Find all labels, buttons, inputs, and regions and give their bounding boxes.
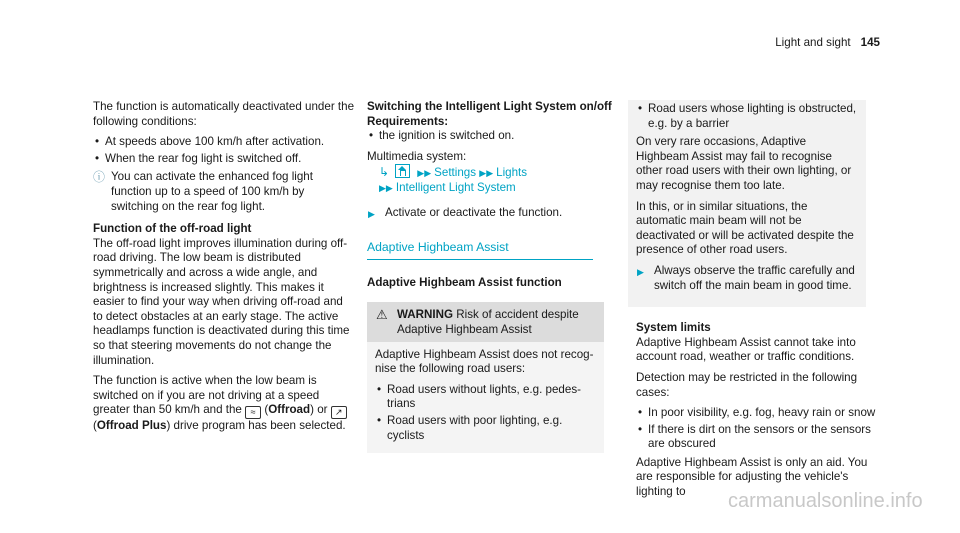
- intro-text: The function is automatically deactivated under the following conditions:: [93, 100, 355, 128]
- list-item: • the ignition is switched on.: [367, 129, 619, 144]
- warning-body-text: Adaptive Highbeam Assist does not recog-nise the following road users:: [375, 347, 594, 376]
- warning-body: [367, 342, 604, 454]
- info-icon: ⓘ: [93, 170, 106, 185]
- info-note: [93, 170, 355, 214]
- home-icon: [395, 164, 410, 178]
- instruction-step: ▶ Activate or deactivate the function.: [367, 206, 619, 221]
- offroad-label: Offroad: [268, 403, 311, 417]
- offroad-icon: ≈: [245, 406, 261, 419]
- path-settings: Settings: [434, 166, 477, 180]
- warning-box: [367, 302, 604, 453]
- requirements-list: [367, 129, 619, 144]
- warning-label: WARNING: [397, 308, 454, 322]
- detection-text: Detection may be restricted in the following cases:: [636, 370, 858, 399]
- note-text: You can activate the enhanced fog light function up to a speed of 100 km/h by switching on the rear fog light.: [111, 170, 313, 213]
- path-intelligent-light: Intelligent Light System: [395, 180, 516, 194]
- page-header: [775, 36, 880, 51]
- list-item: • At speeds above 100 km/h after activation.: [93, 135, 355, 150]
- limits-text: Adaptive Highbeam Assist cannot take into account road, weather or traffic conditions.: [636, 335, 856, 364]
- warning-paragraph: On very rare occasions, Adaptive Highbeam Assist may fail to recognise other road users with their own lighting, or may recognise them too late.: [636, 135, 852, 192]
- warning-triangle-icon: ⚠: [376, 307, 388, 323]
- list-item: • In poor visibility, e.g. fog, heavy rain or snow: [636, 406, 886, 421]
- path-lights: Lights: [496, 166, 528, 180]
- offroad-heading: Function of the off-road light: [93, 222, 252, 236]
- watermark: carmanualsonline.info: [728, 490, 923, 512]
- offroad-text: The off-road light improves illumination during off-road driving. The low beam is distributed symmetrically and across a wide angle, and brightness is increased slightly. This makes it easier to find your way when driving off-road and to detect obstacles at an early stage. The active headlamps function is deactivated during this time so that steering movements do not change the illumination.: [93, 236, 350, 367]
- chevron-right-icon: ▶▶: [379, 182, 393, 193]
- menu-path: [367, 164, 619, 195]
- list-item: • Road users with poor lighting, e.g. cyclists: [375, 414, 596, 443]
- multimedia-label: Multimedia system:: [367, 149, 467, 163]
- step-arrow-icon: ▶: [368, 208, 375, 219]
- column-1: [93, 100, 355, 440]
- warning-paragraph: In this, or in similar situations, the automatic main beam will not be deactivated or will be activated despite the presence of other road users.: [636, 199, 854, 257]
- warning-list-cont: [636, 102, 858, 131]
- offroad-plus-icon: ↗: [331, 406, 347, 419]
- warning-list: [375, 383, 596, 443]
- detection-list: [636, 406, 886, 452]
- list-item: • Road users without lights, e.g. pedes-trians: [375, 383, 596, 412]
- column-3: [636, 100, 886, 506]
- switch-heading: Switching the Intelligent Light System on/off: [367, 100, 612, 113]
- warning-title: Risk of accident despite Adaptive Highbeam Assist: [397, 308, 579, 336]
- requirements-label: Requirements:: [367, 114, 449, 128]
- list-item: • If there is dirt on the sensors or the sensors are obscured: [636, 423, 886, 452]
- page-number: 145: [860, 36, 880, 49]
- section-title: Adaptive Highbeam Assist: [367, 240, 593, 260]
- warning-continuation: [628, 100, 866, 307]
- chevron-right-icon: ▶▶: [417, 168, 432, 179]
- list-item: • When the rear fog light is switched off.: [93, 152, 355, 167]
- offroad-plus-label: Offroad Plus: [96, 419, 167, 433]
- condition-list: [93, 135, 355, 166]
- warning-header: [367, 302, 604, 341]
- turn-arrow-icon: ↳: [379, 165, 390, 180]
- section-label: Light and sight: [775, 36, 851, 49]
- warning-instruction: ▶ Always observe the traffic carefully and switch off the main beam in good time.: [637, 263, 855, 292]
- aid-text: Adaptive Highbeam Assist is only an aid. You are responsible for adjusting the vehicle's lighting to: [636, 455, 868, 499]
- active-text: The function is active when the low beam is switched on if you are not driving at a speed greater than 50 km/h and the ≈ (Offroad) or ↗ (Offroad Plus) drive program has been selected.: [93, 374, 346, 433]
- column-2: [367, 100, 619, 461]
- function-heading: Adaptive Highbeam Assist function: [367, 275, 562, 289]
- list-item: • Road users whose lighting is obstructed, e.g. by a barrier: [636, 102, 858, 131]
- chevron-right-icon: ▶▶: [479, 168, 494, 179]
- limits-heading: System limits: [636, 321, 711, 335]
- step-arrow-icon: ▶: [637, 266, 644, 277]
